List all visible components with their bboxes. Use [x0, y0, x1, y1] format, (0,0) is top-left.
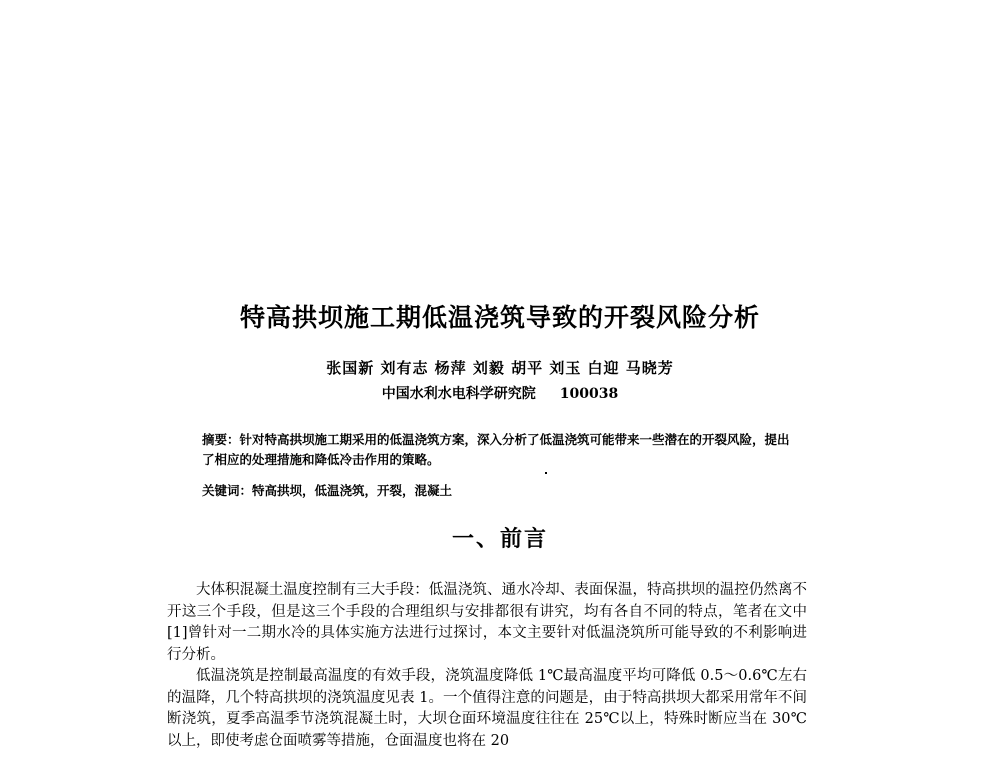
abstract-label: 摘要： [202, 432, 240, 447]
paragraph: 大体积混凝土温度控制有三大手段：低温浇筑、通水冷却、表面保温，特高拱坝的温控仍然离不开这三个手段，但是这三个手段的合理组织与安排都很有讲究，均有各自不同的特点，笔者在文中[1]曾针对一二期水冷的具体实施方法进行过探讨，本文主要针对低温浇筑所可能导致的不利影响进行分析。 [167, 582, 807, 663]
author-list: 张国新 刘有志 杨萍 刘毅 胡平 刘玉 白迎 马晓芳 [326, 359, 674, 377]
postcode: 100038 [559, 386, 619, 402]
abstract [202, 430, 792, 470]
abstract-text: 针对特高拱坝施工期采用的低温浇筑方案，深入分析了低温浇筑可能带来一些潜在的开裂风险，提出了相应的处理措施和降低冷击作用的策略。 [202, 432, 790, 467]
stray-mark [545, 472, 547, 474]
keywords [202, 481, 792, 499]
keywords-label: 关键词： [202, 483, 253, 498]
body-text [167, 580, 807, 752]
paragraph: 低温浇筑是控制最高温度的有效手段，浇筑温度降低 1℃最高温度平均可降低 0.5～0.6℃左右的温降，几个特高拱坝的浇筑温度见表 1。一个值得注意的问题是，由于特高拱坝大都采用常年不间断浇筑，夏季高温季节浇筑混凝土时，大坝仓面环境温度往往在 25℃以上，特殊时断应当在 30℃以上，即使考虑仓面喷雾等措施，仓面温度也将在 20 [167, 668, 807, 749]
affiliation-name: 中国水利水电科学研究院 [381, 386, 536, 402]
affiliation [0, 383, 1000, 403]
keywords-text: 特高拱坝，低温浇筑，开裂，混凝土 [252, 483, 453, 498]
paper-title: 特高拱坝施工期低温浇筑导致的开裂风险分析 [239, 303, 760, 332]
section-heading: 一、前言 [451, 526, 548, 552]
